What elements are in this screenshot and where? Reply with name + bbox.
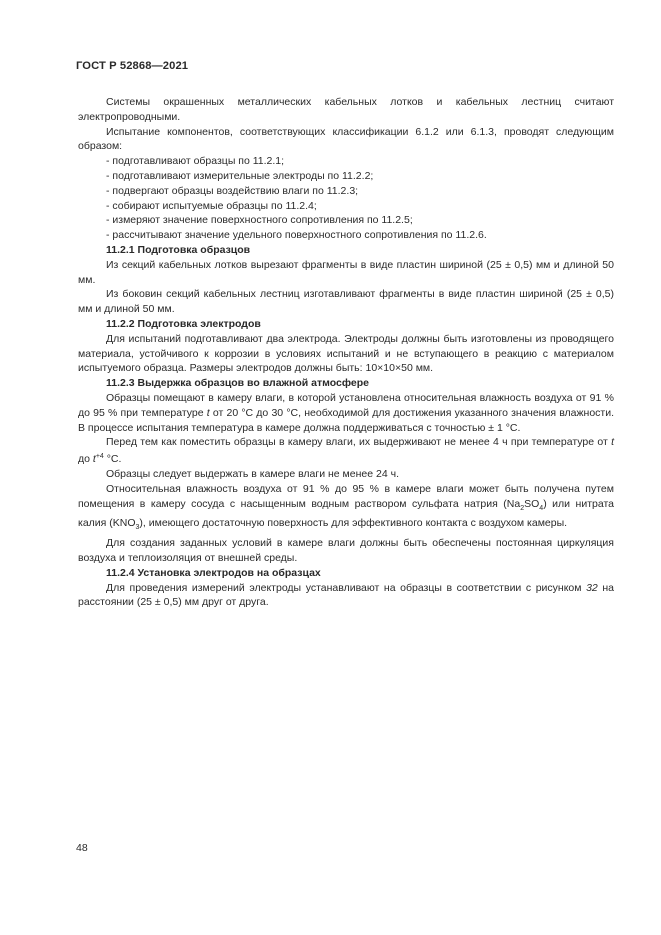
paragraph: Из боковин секций кабельных лестниц изготавливают фрагменты в виде пластин шириной (25 ± 0,5) мм и длиной 50 мм. bbox=[78, 288, 614, 316]
list-item: - рассчитывают значение удельного поверхностного сопротивления по 11.2.6. bbox=[106, 229, 487, 242]
list-item: - подготавливают измерительные электроды по 11.2.2; bbox=[106, 169, 374, 182]
subscript: 3 bbox=[135, 524, 140, 532]
list-item: - собирают испытуемые образцы по 11.2.4; bbox=[106, 199, 317, 212]
list-item: - подготавливают образцы по 11.2.1; bbox=[106, 155, 285, 168]
section-heading: 11.2.1 Подготовка образцов bbox=[106, 243, 251, 256]
paragraph bbox=[78, 581, 614, 611]
paragraph: Из секций кабельных лотков вырезают фрагменты в виде пластин шириной (25 ± 0,5) мм и длиной 50 мм. bbox=[78, 258, 614, 286]
paragraph: Образцы следует выдержать в камере влаги не менее 24 ч. bbox=[106, 467, 399, 480]
document-header: ГОСТ Р 52868—2021 bbox=[76, 60, 189, 72]
text-run: Для проведения измерений электроды устанавливают на образцы в соответствии с рисунком bbox=[106, 581, 587, 594]
text-run: ) или нитрата калия (KNO bbox=[78, 497, 614, 530]
paragraph bbox=[78, 482, 614, 536]
text-run: °С. bbox=[103, 453, 122, 466]
paragraph bbox=[78, 391, 614, 435]
subscript: 4 bbox=[539, 504, 544, 512]
section-heading: 11.2.2 Подготовка электродов bbox=[106, 317, 261, 330]
paragraph: Для испытаний подготавливают два электрода. Электроды должны быть изготовлены из проводящего материала, устойчивого к коррозии в условиях испытаний и не вступающего в реакцию с материалом испытуемого образца. Размеры электродов должны быть: 10×10×50 мм. bbox=[78, 332, 614, 375]
text-run: Образцы помещают в камеру влаги, в которой установлена относительная влажность воздуха от 91 % до 95 % при температуре bbox=[78, 391, 614, 419]
text-run: Относительная влажность воздуха от 91 % до 95 % в камере влаги может быть получена путем помещения в камеру сосуда с насыщенным водным раствором сульфата натрия (Na bbox=[78, 482, 614, 510]
list-item: - подвергают образцы воздействию влаги по 11.2.3; bbox=[106, 184, 359, 197]
text-run: Перед тем как поместить образцы в камеру влаги, их выдерживают не менее 4 ч при температуре от bbox=[106, 436, 612, 449]
page-number: 48 bbox=[76, 842, 88, 854]
temperature-symbol: t bbox=[206, 406, 210, 419]
paragraph: Для создания заданных условий в камере влаги должны быть обеспечены постоянная циркуляция воздуха и теплоизоляция от внешней среды. bbox=[78, 537, 614, 564]
text-run: SO bbox=[524, 497, 540, 510]
section-heading: 11.2.3 Выдержка образцов во влажной атмосфере bbox=[106, 377, 369, 390]
list-item: - измеряют значение поверхностного сопротивления по 11.2.5; bbox=[106, 214, 413, 227]
paragraph bbox=[78, 435, 614, 467]
text-run: от 20 °С до 30 °С, необходимой для достижения указанного значения влажности. В процессе испытания температура в камере должна поддерживаться с точностью ± 1 °С. bbox=[78, 406, 614, 434]
temperature-symbol: t bbox=[92, 453, 96, 466]
temperature-symbol: t bbox=[611, 436, 614, 449]
text-run: ), имеющего достаточную поверхность для эффективного контакта с воздухом камеры. bbox=[139, 517, 568, 530]
section-heading: 11.2.4 Установка электродов на образцах bbox=[106, 566, 321, 579]
text-run: до bbox=[78, 453, 93, 466]
subscript: 2 bbox=[520, 504, 525, 512]
superscript: +4 bbox=[95, 453, 104, 461]
document-body bbox=[78, 95, 614, 610]
paragraph: Системы окрашенных металлических кабельных лотков и кабельных лестниц считают электропроводными. bbox=[78, 96, 614, 123]
figure-reference: 32 bbox=[586, 581, 598, 594]
text-run: на расстоянии (25 ± 0,5) мм друг от друга. bbox=[78, 581, 614, 609]
paragraph: Испытание компонентов, соответствующих классификации 6.1.2 или 6.1.3, проводят следующим образом: bbox=[78, 125, 614, 153]
